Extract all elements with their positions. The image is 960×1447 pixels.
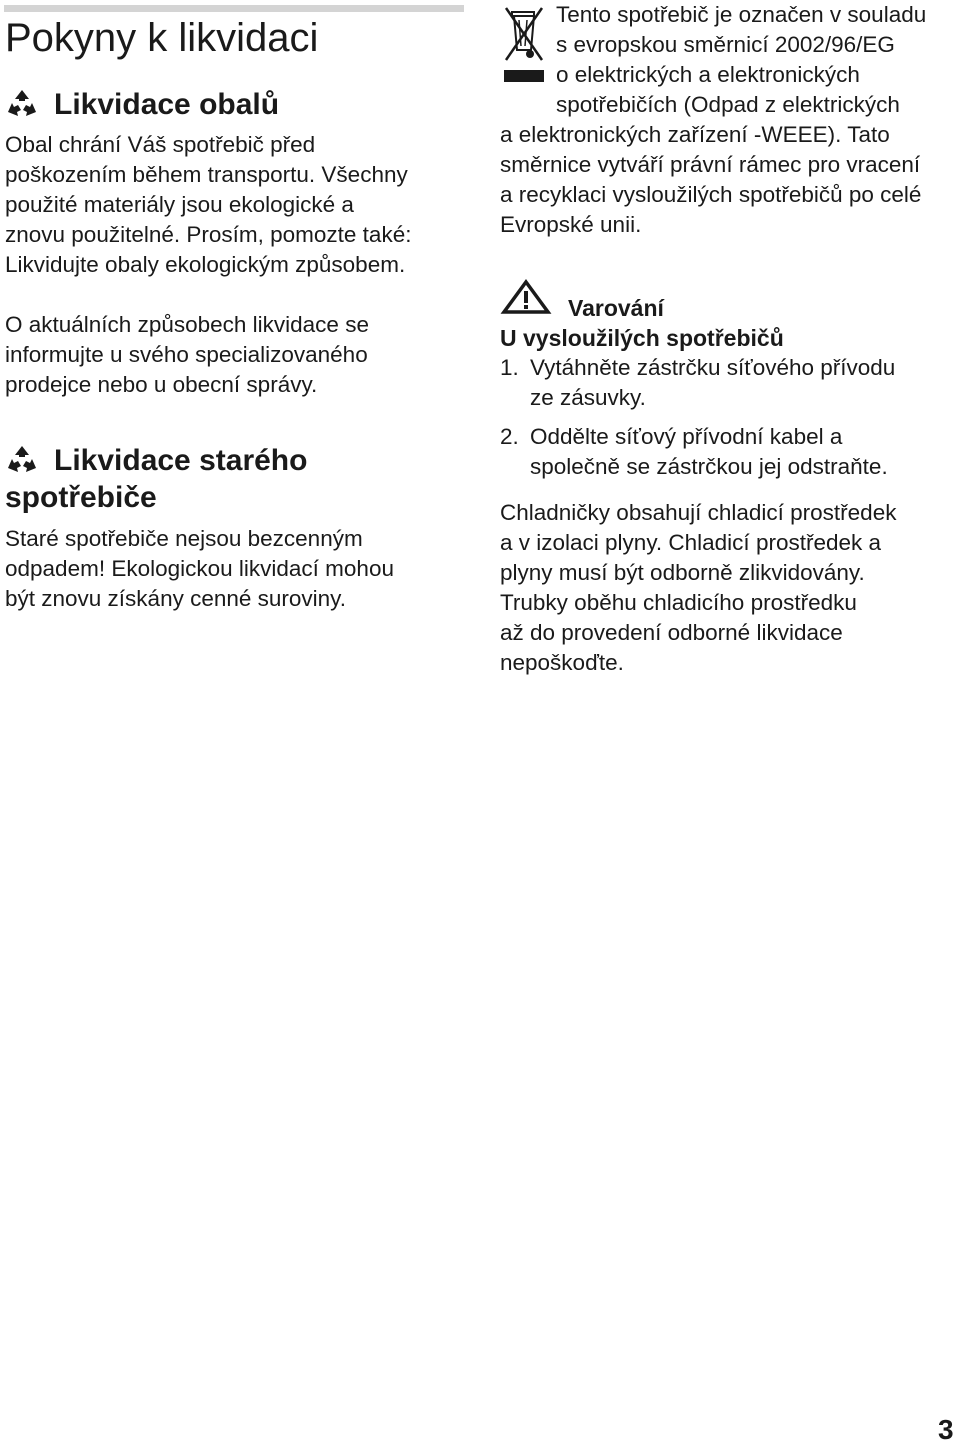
refrigerant-paragraph	[500, 498, 960, 678]
text-line: prodejce nebo u obecní správy.	[5, 372, 318, 397]
text-line: ze zásuvky.	[530, 385, 646, 410]
warning-triangle-icon	[500, 279, 552, 315]
header-rule	[4, 5, 464, 12]
text-line: O aktuálních způsobech likvidace se	[5, 312, 369, 337]
text-line: informujte u svého specializovaného	[5, 342, 368, 367]
step-text	[530, 422, 960, 482]
text-line: směrnice vytváří právní rámec pro vracení	[500, 152, 921, 177]
text-line: s evropskou směrnicí 2002/96/EG	[556, 32, 895, 57]
text-line: Chladničky obsahují chladicí prostředek	[500, 500, 897, 525]
recycle-icon	[5, 444, 39, 474]
weee-paragraph	[500, 0, 960, 240]
text-line: spotřebičích (Odpad z elektrických	[556, 92, 900, 117]
old-appliance-heading	[5, 442, 307, 516]
step-number: 1.	[500, 355, 519, 380]
text-line: Oddělte síťový přívodní kabel a	[530, 424, 843, 449]
text-line: znovu použitelné. Prosím, pomozte také:	[5, 222, 412, 247]
text-line: poškozením během transportu. Všechny	[5, 162, 408, 187]
text-line: společně se zástrčkou jej odstraňte.	[530, 454, 888, 479]
step-text	[530, 353, 960, 413]
warning-label: Varování	[568, 295, 664, 321]
text-line: odpadem! Ekologickou likvidací mohou	[5, 556, 394, 581]
packaging-heading	[5, 86, 279, 123]
warning-subheading: U vysloužilých spotřebičů	[500, 325, 784, 351]
text-line: o elektrických a elektronických	[556, 62, 860, 87]
text-line: a v izolaci plyny. Chladicí prostředek a	[500, 530, 882, 555]
recycle-icon	[5, 88, 39, 118]
text-line: a recyklaci vysloužilých spotřebičů po celé	[500, 182, 922, 207]
text-line: nepoškoďte.	[500, 650, 624, 675]
text-line: Likvidujte obaly ekologickým způsobem.	[5, 252, 406, 277]
text-line: plyny musí být odborně zlikvidovány.	[500, 560, 865, 585]
old-appliance-paragraph	[5, 524, 465, 614]
packaging-paragraph	[5, 130, 465, 280]
text-line: Trubky oběhu chladicího prostředku	[500, 590, 857, 615]
old-appliance-heading-line1: Likvidace starého	[54, 444, 308, 477]
text-line: Obal chrání Váš spotřebič před	[5, 132, 316, 157]
disposal-info-paragraph	[5, 310, 465, 400]
text-line: být znovu získány cenné suroviny.	[5, 586, 347, 611]
text-line: Staré spotřebiče nejsou bezcenným	[5, 526, 363, 551]
text-line: Vytáhněte zástrčku síťového přívodu	[530, 355, 896, 380]
text-line: Evropské unii.	[500, 212, 642, 237]
text-line: až do provedení odborné likvidace	[500, 620, 843, 645]
text-line: Tento spotřebič je označen v souladu	[556, 2, 927, 27]
text-line: a elektronických zařízení -WEEE). Tato	[500, 122, 890, 147]
packaging-heading-text: Likvidace obalů	[54, 88, 280, 121]
page-title: Pokyny k likvidaci	[5, 16, 319, 60]
page-number: 3	[938, 1414, 954, 1445]
text-line: použité materiály jsou ekologické a	[5, 192, 354, 217]
step-number: 2.	[500, 424, 519, 449]
old-appliance-heading-line2: spotřebiče	[5, 481, 157, 514]
